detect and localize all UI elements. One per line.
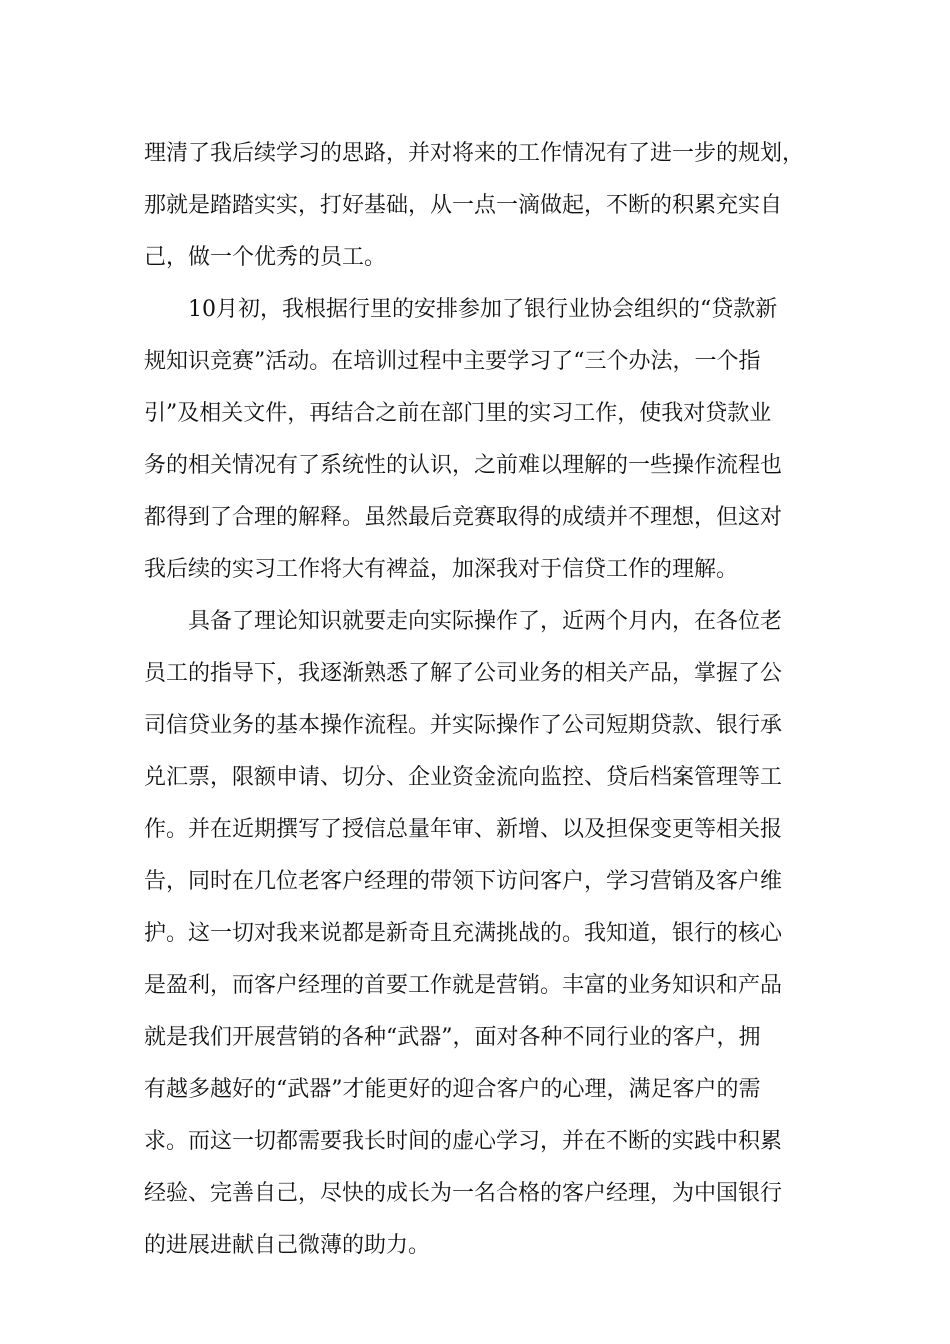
- paragraph-line: 兑汇票，限额申请、切分、企业资金流向监控、贷后档案管理等工: [144, 765, 783, 790]
- document-body: [144, 128, 844, 1272]
- paragraph-line: 告，同时在几位老客户经理的带领下访问客户，学习营销及客户维: [144, 869, 783, 894]
- paragraph-1: [144, 128, 844, 284]
- paragraph-line: 员工的指导下，我逐渐熟悉了解了公司业务的相关产品，掌握了公: [144, 661, 783, 686]
- paragraph-line: 10月初，我根据行里的安排参加了银行业协会组织的“贷款新: [144, 297, 778, 322]
- paragraph-line: 我后续的实习工作将大有裨益，加深我对于信贷工作的理解。: [144, 557, 739, 582]
- paragraph-2: [144, 284, 844, 596]
- paragraph-line: 有越多越好的“武器”才能更好的迎合客户的心理，满足客户的需: [144, 1077, 761, 1102]
- paragraph-line: 护。这一切对我来说都是新奇且充满挑战的。我知道，银行的核心: [144, 921, 783, 946]
- paragraph-line: 己，做一个优秀的员工。: [144, 245, 387, 270]
- paragraph-line: 是盈利，而客户经理的首要工作就是营销。丰富的业务知识和产品: [144, 973, 783, 998]
- paragraph-line: 经验、完善自己，尽快的成长为一名合格的客户经理，为中国银行: [144, 1181, 783, 1206]
- paragraph-line: 那就是踏踏实实，打好基础，从一点一滴做起，不断的积累充实自: [144, 193, 783, 218]
- paragraph-line: 作。并在近期撰写了授信总量年审、新增、以及担保变更等相关报: [144, 817, 783, 842]
- paragraph-line: 引”及相关文件，再结合之前在部门里的实习工作，使我对贷款业: [144, 401, 772, 426]
- paragraph-line: 理清了我后续学习的思路，并对将来的工作情况有了进一步的规划，: [144, 141, 805, 166]
- paragraph-3: [144, 596, 844, 1272]
- paragraph-line: 具备了理论知识就要走向实际操作了，近两个月内，在各位老: [144, 609, 783, 634]
- paragraph-line: 务的相关情况有了系统性的认识，之前难以理解的一些操作流程也: [144, 453, 783, 478]
- paragraph-line: 司信贷业务的基本操作流程。并实际操作了公司短期贷款、银行承: [144, 713, 783, 738]
- paragraph-line: 都得到了合理的解释。虽然最后竞赛取得的成绩并不理想，但这对: [144, 505, 783, 530]
- paragraph-line: 的进展进献自己微薄的助力。: [144, 1233, 431, 1258]
- paragraph-line: 求。而这一切都需要我长时间的虚心学习，并在不断的实践中积累: [144, 1129, 783, 1154]
- paragraph-line: 就是我们开展营销的各种“武器”，面对各种不同行业的客户，拥: [144, 1025, 761, 1050]
- paragraph-line: 规知识竞赛”活动。在培训过程中主要学习了“三个办法，一个指: [144, 349, 761, 374]
